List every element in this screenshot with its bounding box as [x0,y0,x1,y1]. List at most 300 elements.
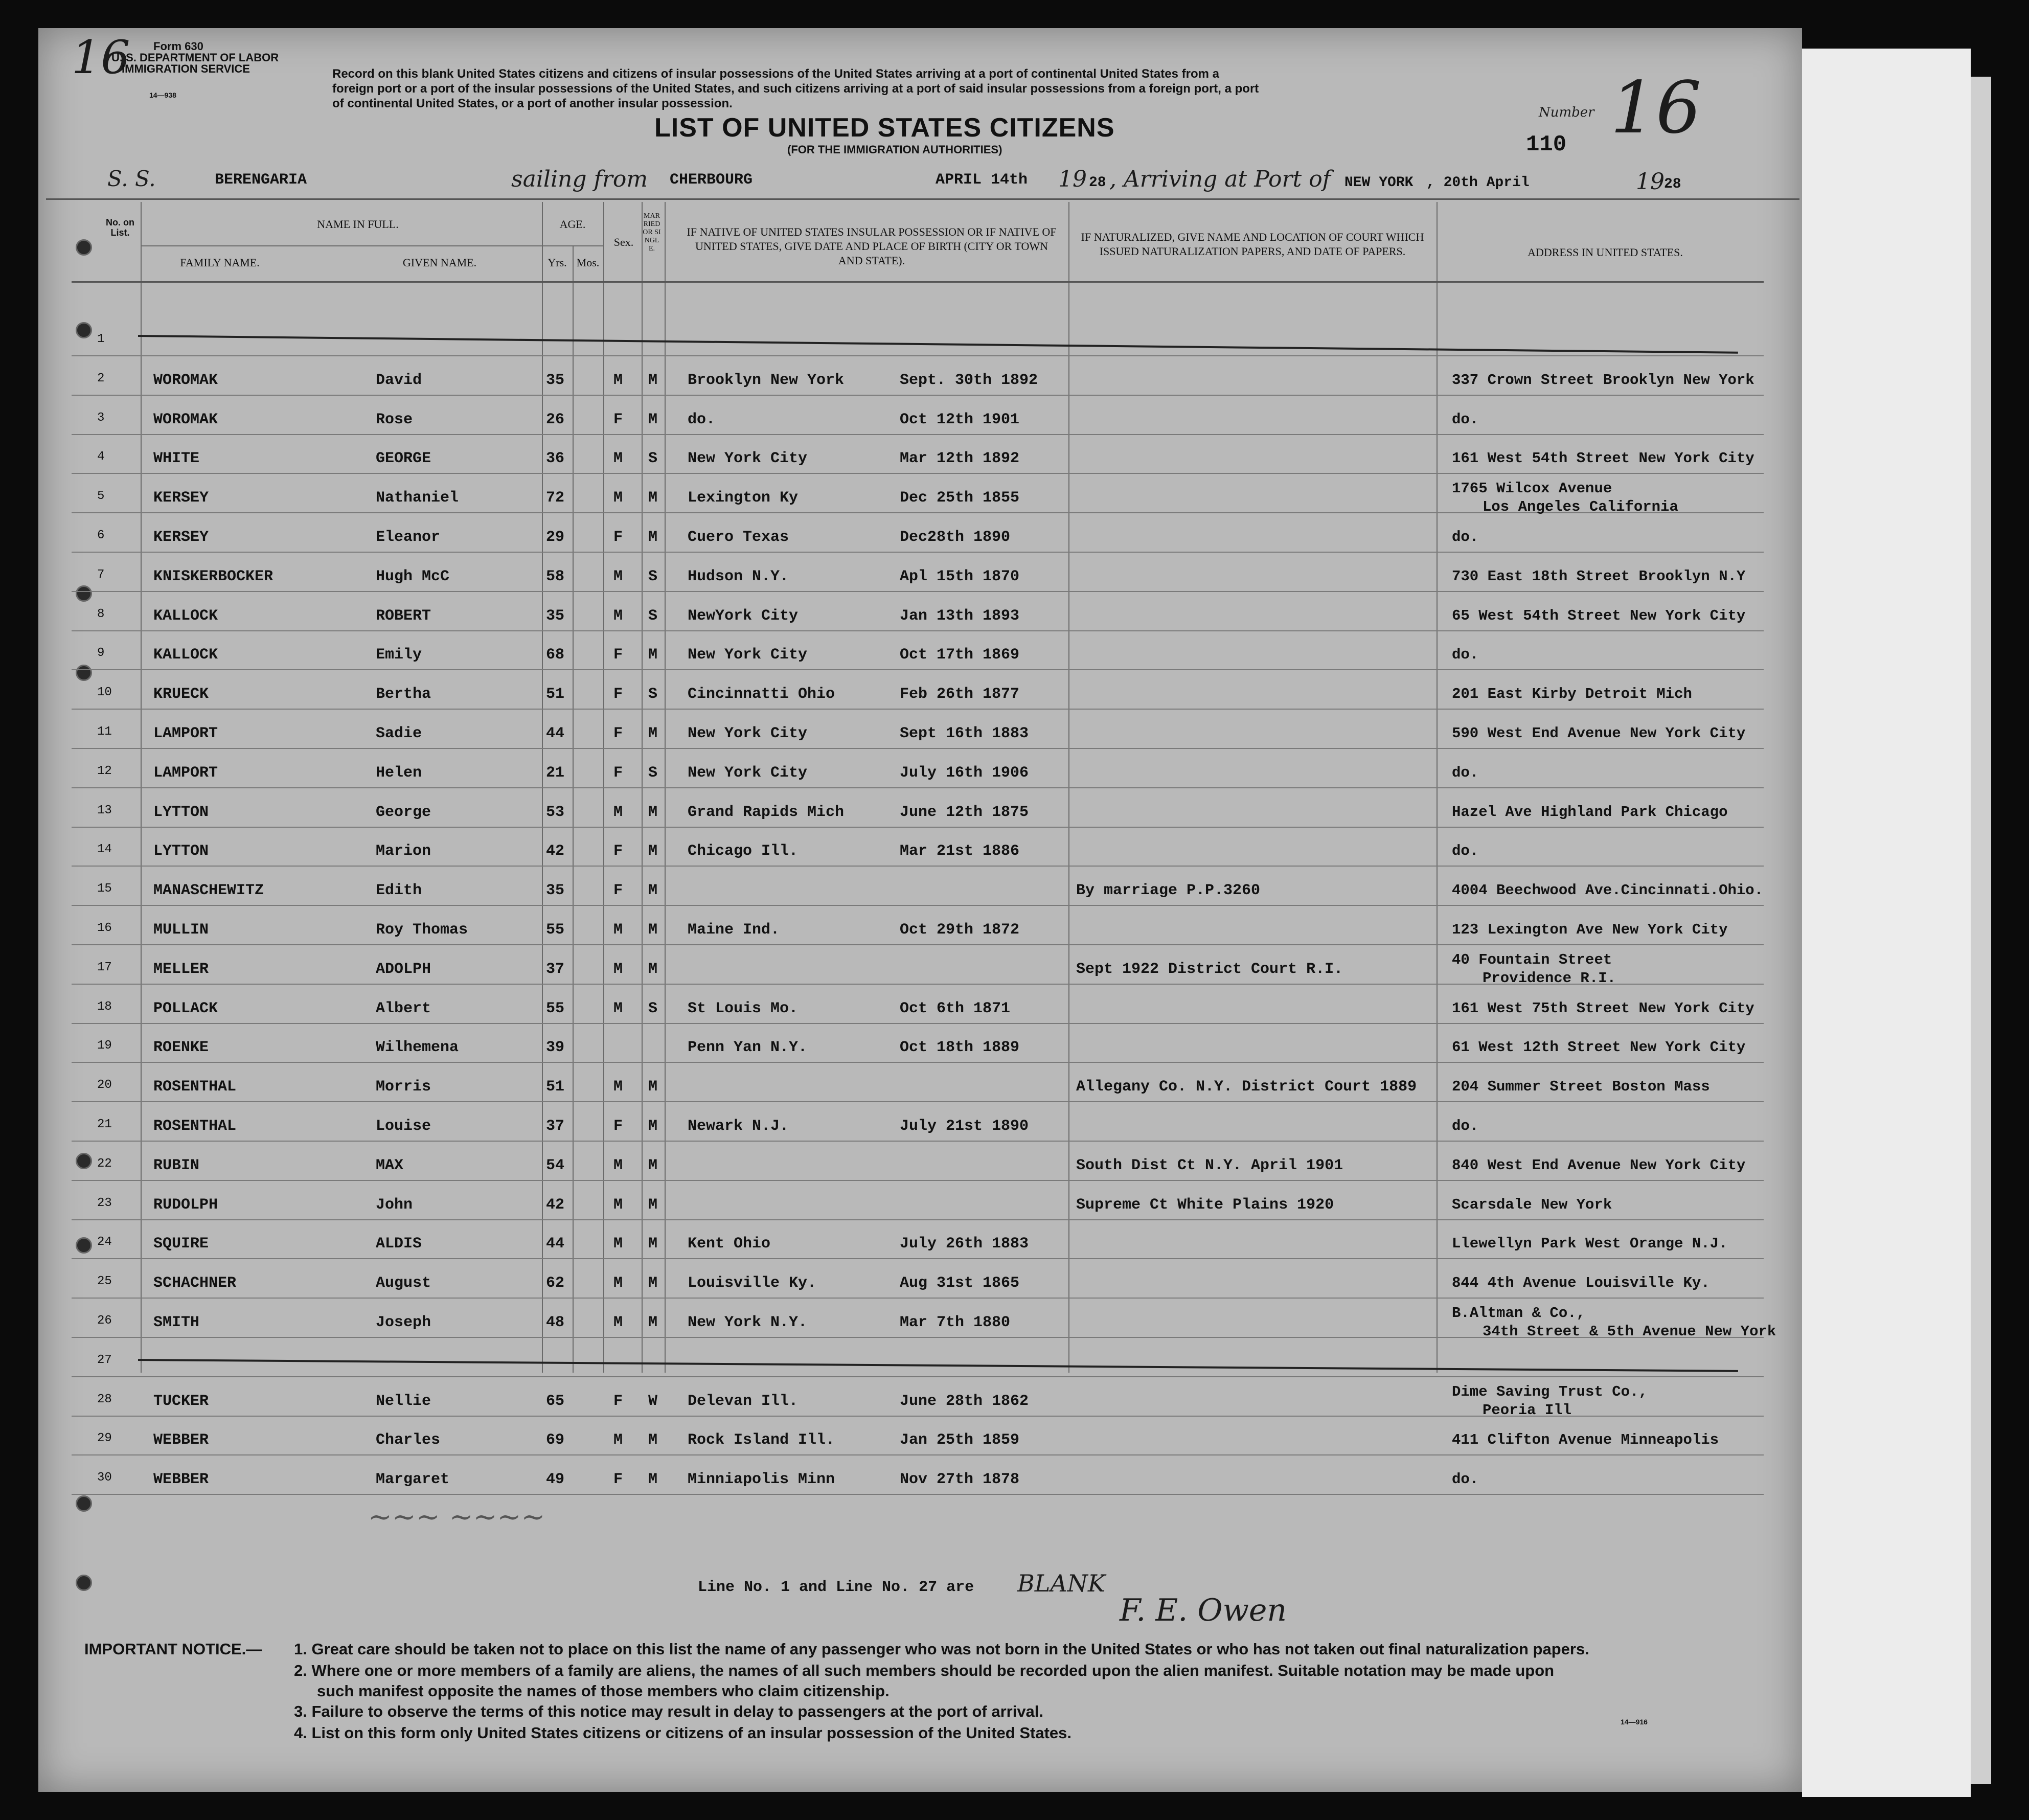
birth-date: Oct 6th 1871 [900,999,1011,1017]
given-name: Edith [376,882,422,900]
row-number: 29 [97,1431,112,1446]
punch-hole [76,322,92,338]
birth-place: Grand Rapids Mich [688,803,845,821]
sailing-from-label: sailing from [511,166,648,192]
age-years: 21 [546,764,565,782]
given-name: Louise [376,1118,431,1135]
row-number: 19 [97,1039,112,1053]
row-number: 16 [97,921,112,935]
birth-place: Penn Yan N.Y. [688,1039,808,1057]
sex: M [613,607,623,625]
address-line-1: 4004 Beechwood Ave.Cincinnati.Ohio. [1452,882,1764,899]
punch-hole [76,585,92,602]
family-name: ROSENTHAL [153,1078,237,1096]
ss-label: S. S. [107,166,156,191]
row-rule [72,827,1764,828]
birth-date: July 26th 1883 [900,1235,1029,1253]
family-name: KALLOCK [153,646,218,664]
handwritten-scrawl: ~~~ ~~~~ [368,1500,545,1534]
header-bottom-rule [72,281,1764,283]
marital-status: M [648,1235,658,1253]
naturalization: By marriage P.P.3260 [1076,882,1261,900]
family-name: POLLACK [153,999,218,1017]
adjacent-page-edge [1802,49,1971,1797]
age-subheader-rule [542,245,603,246]
age-years: 58 [546,567,565,585]
row-rule [72,709,1764,710]
row-rule [72,1298,1764,1299]
service-name: IMMIGRATION SERVICE [122,62,250,75]
sex: M [613,1156,623,1174]
punch-hole [76,1153,92,1169]
year-prefix: 19 [1058,166,1087,192]
row-rule [72,669,1764,670]
given-name: John [376,1196,413,1214]
row-rule [72,1062,1764,1063]
birth-date: Oct 12th 1901 [900,411,1020,428]
marital-status: M [648,1275,658,1292]
notice-4: 4. List on this form only United States citizens or citizens of an insular possession of the United States. [294,1724,1072,1742]
row-rule [72,434,1764,435]
birth-date: Oct 29th 1872 [900,921,1020,939]
marital-status: M [648,1314,658,1331]
address-line-2: 34th Street & 5th Avenue New York [1483,1323,1776,1340]
family-name: SQUIRE [153,1235,209,1253]
row-rule [72,1180,1764,1181]
header-list-no: No. on List. [106,217,134,238]
address-line-1: 123 Lexington Ave New York City [1452,921,1728,938]
punch-hole [76,1495,92,1512]
marital-status: M [648,1471,658,1489]
family-name: TUCKER [153,1392,209,1410]
marital-status: S [648,450,658,468]
small-code: 14—938 [149,91,176,99]
handwritten-number: 16 [1610,66,1702,150]
sex: F [613,1471,623,1489]
marital-status: S [648,999,658,1017]
birth-place: Hudson N.Y. [688,567,789,585]
column-rule [573,245,574,1373]
sex: M [613,567,623,585]
birth-place: Rock Island Ill. [688,1431,835,1449]
notice-label: IMPORTANT NOTICE.— [84,1640,262,1658]
marital-status: M [648,1156,658,1174]
address-line-1: 1765 Wilcox Avenue [1452,480,1612,497]
marital-status: M [648,725,658,742]
family-name: KNISKERBOCKER [153,567,273,585]
marital-status: M [648,1078,658,1096]
marital-status: M [648,921,658,939]
family-name: MULLIN [153,921,209,939]
given-name: Rose [376,411,413,428]
row-number: 22 [97,1156,112,1171]
sex: M [613,1275,623,1292]
family-name: LAMPORT [153,764,218,782]
birth-place: New York City [688,646,808,664]
given-name: ROBERT [376,607,431,625]
instructions [332,66,1259,111]
family-name: SMITH [153,1314,200,1331]
given-name: ALDIS [376,1235,422,1253]
row-rule [72,473,1764,474]
birth-place: Brooklyn New York [688,371,845,389]
address-line-1: Scarsdale New York [1452,1196,1612,1213]
row-number: 15 [97,882,112,896]
row-number: 14 [97,843,112,857]
address-line-1: B.Altman & Co., [1452,1305,1586,1322]
row-number: 4 [97,450,105,464]
sex: M [613,1196,623,1214]
given-name: Albert [376,999,431,1017]
age-years: 29 [546,529,565,546]
row-number: 2 [97,371,105,385]
address-line-1: 65 West 54th Street New York City [1452,607,1746,624]
family-name: KERSEY [153,529,209,546]
given-name: Joseph [376,1314,431,1331]
address-line-1: 204 Summer Street Boston Mass [1452,1078,1710,1096]
address-line-2: Los Angeles California [1483,498,1678,516]
birth-place: New York N.Y. [688,1314,808,1331]
sex: F [613,725,623,742]
family-name: LYTTON [153,843,209,860]
instruction-line: of continental United States, or a port of another insular possession. [332,97,733,110]
marital-status: M [648,1196,658,1214]
row-number: 5 [97,489,105,504]
arrival-port: NEW YORK [1344,175,1414,191]
age-years: 62 [546,1275,565,1292]
family-name: WHITE [153,450,200,468]
marital-status: M [648,882,658,900]
age-years: 44 [546,1235,565,1253]
birth-date: July 16th 1906 [900,764,1029,782]
age-years: 37 [546,1118,565,1135]
marital-status: S [648,567,658,585]
sex: F [613,529,623,546]
birth-date: June 12th 1875 [900,803,1029,821]
given-name: Wilhemena [376,1039,459,1057]
handwritten-corner-number: 16 [72,31,130,84]
birth-place: Cincinnatti Ohio [688,686,835,703]
given-name: Margaret [376,1471,450,1489]
age-years: 35 [546,882,565,900]
address-line-2: Peoria Ill [1483,1401,1572,1419]
age-years: 39 [546,1039,565,1057]
blank-lines-note: Line No. 1 and Line No. 27 are [698,1579,974,1596]
marital-status: M [648,489,658,507]
birth-place: St Louis Mo. [688,999,799,1017]
marital-status: M [648,411,658,428]
address-line-1: 844 4th Avenue Louisville Ky. [1452,1275,1710,1292]
birth-date: Mar 7th 1880 [900,1314,1011,1331]
family-name: RUBIN [153,1156,200,1174]
birth-place: Minniapolis Minn [688,1471,835,1489]
given-name: Helen [376,764,422,782]
departure-date: APRIL 14th [936,171,1028,189]
address-line-1: 840 West End Avenue New York City [1452,1156,1746,1174]
marital-status: M [648,1118,658,1135]
row-number: 26 [97,1314,112,1328]
blank-handwritten: BLANK [1017,1569,1106,1597]
department-name: U. S. DEPARTMENT OF LABOR [111,51,279,64]
birth-place: Kent Ohio [688,1235,771,1253]
ship-name: BERENGARIA [215,171,307,189]
marital-status: W [648,1392,658,1410]
age-years: 48 [546,1314,565,1331]
birth-date: Jan 13th 1893 [900,607,1020,625]
birth-date: Dec28th 1890 [900,529,1011,546]
sex: M [613,450,623,468]
name-subheader-rule [141,245,542,246]
given-name: MAX [376,1156,404,1174]
punch-hole [76,1575,92,1591]
family-name: SCHACHNER [153,1275,237,1292]
notice-1: 1. Great care should be taken not to place on this list the name of any passenger who was not born in the United States or who has not taken out final naturalization papers. [294,1640,1589,1658]
sex: M [613,489,623,507]
row-number: 23 [97,1196,112,1210]
given-name: GEORGE [376,450,431,468]
row-number: 8 [97,607,105,621]
address-line-1: do. [1452,411,1479,428]
birth-place: NewYork City [688,607,799,625]
form-code: 14—916 [1621,1718,1648,1726]
row-rule [72,630,1764,631]
row-number: 28 [97,1392,112,1406]
header-name-in-full: NAME IN FULL. [317,218,399,231]
naturalization: South Dist Ct N.Y. April 1901 [1076,1156,1343,1174]
marital-status: M [648,371,658,389]
birth-place: Louisville Ky. [688,1275,817,1292]
year-prefix: 19 [1636,169,1665,195]
given-name: Marion [376,843,431,860]
birth-date: July 21st 1890 [900,1118,1029,1135]
row-number: 18 [97,999,112,1014]
departure-year: 28 [1089,175,1106,191]
birth-date: Oct 17th 1869 [900,646,1020,664]
given-name: Sadie [376,725,422,742]
number-label: Number [1539,105,1594,120]
row-rule [72,1219,1764,1220]
age-years: 51 [546,1078,565,1096]
header-naturalization: IF NATURALIZED, GIVE NAME AND LOCATION OF COURT WHICH ISSUED NATURALIZATION PAPERS, AND DATE OF PAPERS. [1081,231,1424,258]
family-name: RUDOLPH [153,1196,218,1214]
given-name: Bertha [376,686,431,703]
form-number: Form 630 [153,40,203,53]
given-name: Emily [376,646,422,664]
birth-date: Sept. 30th 1892 [900,371,1038,389]
given-name: August [376,1275,431,1292]
family-name: ROENKE [153,1039,209,1057]
birth-date: Nov 27th 1878 [900,1471,1020,1489]
row-number: 13 [97,803,112,817]
age-years: 36 [546,450,565,468]
birth-place: New York City [688,764,808,782]
row-number: 7 [97,567,105,582]
row-number: 10 [97,686,112,700]
row-rule [72,1023,1764,1024]
sex: F [613,411,623,428]
row-rule [72,395,1764,396]
family-name: MELLER [153,960,209,978]
age-years: 42 [546,1196,565,1214]
marital-status: S [648,607,658,625]
header-address: ADDRESS IN UNITED STATES. [1528,246,1683,259]
row-rule [72,591,1764,592]
birth-date: Sept 16th 1883 [900,725,1029,742]
row-number: 21 [97,1118,112,1131]
sex: F [613,1118,623,1135]
list-number: 110 [1526,132,1567,157]
age-years: 68 [546,646,565,664]
manifest-page [38,28,1802,1792]
sex: M [613,1235,623,1253]
birth-date: June 28th 1862 [900,1392,1029,1410]
family-name: WOROMAK [153,411,218,428]
sex: M [613,999,623,1017]
birth-date: Feb 26th 1877 [900,686,1020,703]
notice-2: 2. Where one or more members of a family are aliens, the names of all such members should be recorded upon the alien manifest. Suitable notation may be made upon [294,1662,1555,1679]
row-number: 1 [97,332,105,346]
birth-date: Aug 31st 1865 [900,1275,1020,1292]
marital-status: M [648,803,658,821]
header-given-name: GIVEN NAME. [402,256,477,269]
age-years: 44 [546,725,565,742]
header-rule [46,198,1799,200]
sex: M [613,960,623,978]
row-rule [72,1141,1764,1142]
address-line-1: 161 West 54th Street New York City [1452,450,1754,467]
age-years: 26 [546,411,565,428]
marital-status: M [648,843,658,860]
family-name: KERSEY [153,489,209,507]
row-number: 20 [97,1078,112,1093]
given-name: Eleanor [376,529,441,546]
sex: M [613,371,623,389]
address-line-1: Dime Saving Trust Co., [1452,1383,1648,1400]
row-number: 24 [97,1235,112,1249]
address-line-1: do. [1452,843,1479,860]
birth-date: Jan 25th 1859 [900,1431,1020,1449]
age-years: 53 [546,803,565,821]
birth-place: Lexington Ky [688,489,799,507]
address-line-1: 337 Crown Street Brooklyn New York [1452,371,1754,389]
sex: F [613,1392,623,1410]
address-line-1: 40 Fountain Street [1452,951,1612,968]
departure-port: CHERBOURG [670,171,753,189]
row-rule [72,1376,1764,1377]
naturalization: Allegany Co. N.Y. District Court 1889 [1076,1078,1417,1096]
birth-place: Delevan Ill. [688,1392,799,1410]
address-line-1: Llewellyn Park West Orange N.J. [1452,1235,1728,1253]
given-name: Nellie [376,1392,431,1410]
sex: F [613,843,623,860]
given-name: ADOLPH [376,960,431,978]
header-married-single: MARRIED OR SINGLE. [643,212,661,253]
address-line-1: do. [1452,1118,1479,1134]
row-number: 11 [97,725,112,739]
row-rule [72,1101,1764,1102]
family-name: LAMPORT [153,725,218,742]
address-line-1: 590 West End Avenue New York City [1452,725,1746,742]
marital-status: M [648,529,658,546]
age-years: 35 [546,607,565,625]
adjacent-page-edge-2 [1971,77,1991,1784]
age-years: 37 [546,960,565,978]
row-rule [72,905,1764,906]
family-name: WOROMAK [153,371,218,389]
given-name: Roy Thomas [376,921,468,939]
birth-place: do. [688,411,716,428]
officer-signature: F. E. Owen [1120,1592,1287,1628]
age-years: 55 [546,999,565,1017]
sex: F [613,764,623,782]
sex: F [613,882,623,900]
punch-hole [76,239,92,256]
given-name: George [376,803,431,821]
row-rule [72,748,1764,749]
family-name: MANASCHEWITZ [153,882,264,900]
sex: M [613,803,623,821]
address-line-1: do. [1452,764,1479,781]
birth-date: Mar 21st 1886 [900,843,1020,860]
age-years: 69 [546,1431,565,1449]
header-age: AGE. [559,218,586,231]
notice-2-cont: such manifest opposite the names of those members who claim citizenship. [317,1682,890,1700]
row-number: 27 [97,1353,112,1367]
arrival-date: , 20th April [1426,175,1530,191]
age-years: 65 [546,1392,565,1410]
header-place-of-birth: IF NATIVE OF UNITED STATES INSULAR POSSESSION OR IF NATIVE OF UNITED STATES, GIVE DATE AND PLACE OF BIRTH (CITY OR TOWN AND STATE). [687,225,1057,267]
family-name: KALLOCK [153,607,218,625]
birth-date: Dec 25th 1855 [900,489,1020,507]
row-rule [72,355,1764,356]
row-number: 17 [97,960,112,974]
age-years: 51 [546,686,565,703]
instruction-line: Record on this blank United States citizens and citizens of insular possessions of the United States arriving at a port of continental United States from a [332,67,1219,81]
row-number: 3 [97,411,105,425]
age-years: 42 [546,843,565,860]
page-title: LIST OF UNITED STATES CITIZENS [654,113,1115,143]
birth-place: New York City [688,450,808,468]
age-years: 35 [546,371,565,389]
naturalization: Supreme Ct White Plains 1920 [1076,1196,1334,1214]
family-name: KRUECK [153,686,209,703]
marital-status: M [648,1431,658,1449]
instruction-line: foreign port or a port of the insular possessions of the United States, and such citizens arriving at a port of said insular possessions from a foreign port, a port [332,82,1259,96]
punch-hole [76,665,92,681]
header-years: Yrs. [548,256,567,269]
row-number: 30 [97,1471,112,1485]
address-line-1: do. [1452,1471,1479,1488]
birth-date: Apl 15th 1870 [900,567,1020,585]
age-years: 54 [546,1156,565,1174]
birth-place: Cuero Texas [688,529,789,546]
row-number: 25 [97,1275,112,1289]
age-years: 72 [546,489,565,507]
age-years: 55 [546,921,565,939]
family-name: WEBBER [153,1471,209,1489]
header-months: Mos. [576,256,600,269]
sex: M [613,1078,623,1096]
row-rule [72,787,1764,788]
row-number: 9 [97,646,105,661]
marital-status: S [648,764,658,782]
address-line-1: do. [1452,646,1479,664]
given-name: Nathaniel [376,489,459,507]
address-line-1: Hazel Ave Highland Park Chicago [1452,803,1728,821]
notice-3: 3. Failure to observe the terms of this notice may result in delay to passengers at the port of arrival. [294,1702,1044,1720]
row-rule [72,1454,1764,1455]
birth-place: Chicago Ill. [688,843,799,860]
